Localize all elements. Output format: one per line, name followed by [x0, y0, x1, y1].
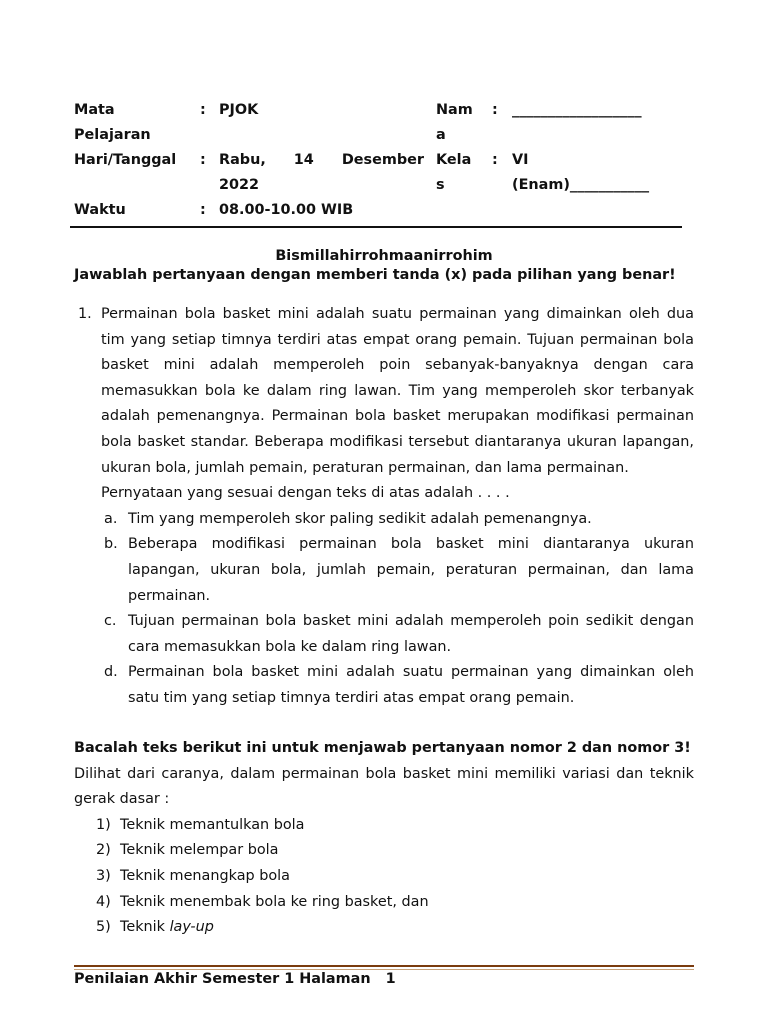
date-label: Hari/Tanggal: [74, 152, 177, 168]
answer-option-c[interactable]: [101, 609, 694, 660]
name-blank: __________________: [512, 102, 642, 118]
answer-option-a[interactable]: [101, 507, 694, 533]
name-label-cont: a: [436, 127, 446, 143]
date-number: 14: [293, 152, 314, 168]
option-letter: c.: [104, 613, 117, 630]
option-text: Beberapa modifikasi permainan bola basket mini diantaranya ukuran lapangan, ukuran bola, jumlah pemain, peraturan permainan, dan lama permainan.: [128, 536, 694, 604]
question-prompt: Pernyataan yang sesuai dengan teks di atas adalah . . . .: [101, 485, 510, 502]
name-colon: :: [492, 102, 498, 118]
class-label: Kela: [436, 152, 472, 168]
exam-page: [74, 0, 694, 1024]
option-letter: b.: [104, 536, 118, 553]
time-value: 08.00-10.00 WIB: [219, 202, 354, 218]
answer-option-d[interactable]: [101, 660, 694, 711]
technique-item: [74, 864, 694, 890]
class-colon: :: [492, 152, 498, 168]
technique-text: Teknik menembak bola ke ring basket, dan: [120, 893, 429, 910]
date-day: Rabu,: [219, 152, 266, 168]
technique-number: 5): [96, 919, 111, 936]
technique-number: 1): [96, 816, 111, 833]
technique-text: Teknik menangkap bola: [120, 867, 290, 884]
passage-intro: Dilihat dari caranya, dalam permainan bola basket mini memiliki variasi dan teknik gerak dasar :: [74, 765, 694, 808]
technique-text: Teknik: [120, 919, 170, 936]
technique-item: [74, 813, 694, 839]
option-text: Tujuan permainan bola basket mini adalah memperoleh poin sedikit dengan cara memasukkan bola ke dalam ring lawan.: [128, 613, 694, 655]
subject-label: Mata: [74, 102, 115, 118]
header-divider: [70, 226, 682, 228]
technique-text: Teknik memantulkan bola: [120, 816, 305, 833]
footer-text: Penilaian Akhir Semester 1 Halaman: [74, 971, 371, 987]
date-colon: :: [200, 152, 206, 168]
opening-title: Bismillahirrohmaanirrohim: [275, 248, 493, 264]
answer-option-b[interactable]: [101, 532, 694, 609]
technique-text: Teknik melempar bola: [120, 842, 279, 859]
technique-item: [74, 890, 694, 916]
option-letter: d.: [104, 664, 118, 681]
subject-colon: :: [200, 102, 206, 118]
class-value: VI: [512, 152, 529, 168]
answer-options: [101, 507, 694, 712]
subject-label-cont: Pelajaran: [74, 127, 151, 143]
technique-number: 4): [96, 893, 111, 910]
page-number: 1: [385, 971, 396, 987]
reading-passage: [74, 736, 694, 941]
subject-value: PJOK: [219, 102, 259, 118]
technique-list: [74, 813, 694, 941]
date-value: [219, 148, 424, 173]
instruction-text: Jawablah pertanyaan dengan memberi tanda (x) pada pilihan yang benar!: [74, 267, 676, 283]
class-label-cont: s: [436, 177, 445, 193]
option-text: Permainan bola basket mini adalah suatu permainan yang dimainkan oleh satu tim yang setiap timnya terdiri atas empat orang pemain.: [128, 664, 694, 706]
time-colon: :: [200, 202, 206, 218]
time-label: Waktu: [74, 202, 126, 218]
question-text: Permainan bola basket mini adalah suatu permainan yang dimainkan oleh dua tim yang setiap timnya terdiri atas empat orang pemain. Tujuan permainan bola basket mini adalah memperoleh poin sebanyak-banyaknya dengan cara memasukkan bola ke dalam ring lawan. Tim yang memperoleh skor terbanyak adalah pemenangnya. Permainan bola basket merupakan modifikasi permainan bola basket standar. Beberapa modifikasi tersebut diantaranya ukuran lapangan, ukuran bola, jumlah pemain, peraturan permainan, dan lama permainan.: [101, 306, 694, 476]
page-footer: [74, 969, 396, 989]
technique-number: 3): [96, 867, 111, 884]
question-number: 1.: [78, 306, 92, 322]
date-month: Desember: [341, 152, 424, 168]
passage-heading: Bacalah teks berikut ini untuk menjawab pertanyaan nomor 2 dan nomor 3!: [74, 740, 691, 756]
name-label: Nam: [436, 102, 473, 118]
technique-item: [74, 915, 694, 941]
footer-rule-thick: [74, 965, 694, 967]
question-body: [101, 302, 694, 712]
question-1: [74, 302, 694, 712]
class-value-cont: (Enam)___________: [512, 177, 650, 193]
option-letter: a.: [104, 510, 118, 527]
date-year: 2022: [219, 177, 260, 193]
option-text: Tim yang memperoleh skor paling sedikit adalah pemenangnya.: [128, 510, 592, 527]
technique-italic-term: lay-up: [169, 919, 214, 936]
technique-item: [74, 838, 694, 864]
technique-number: 2): [96, 842, 111, 859]
